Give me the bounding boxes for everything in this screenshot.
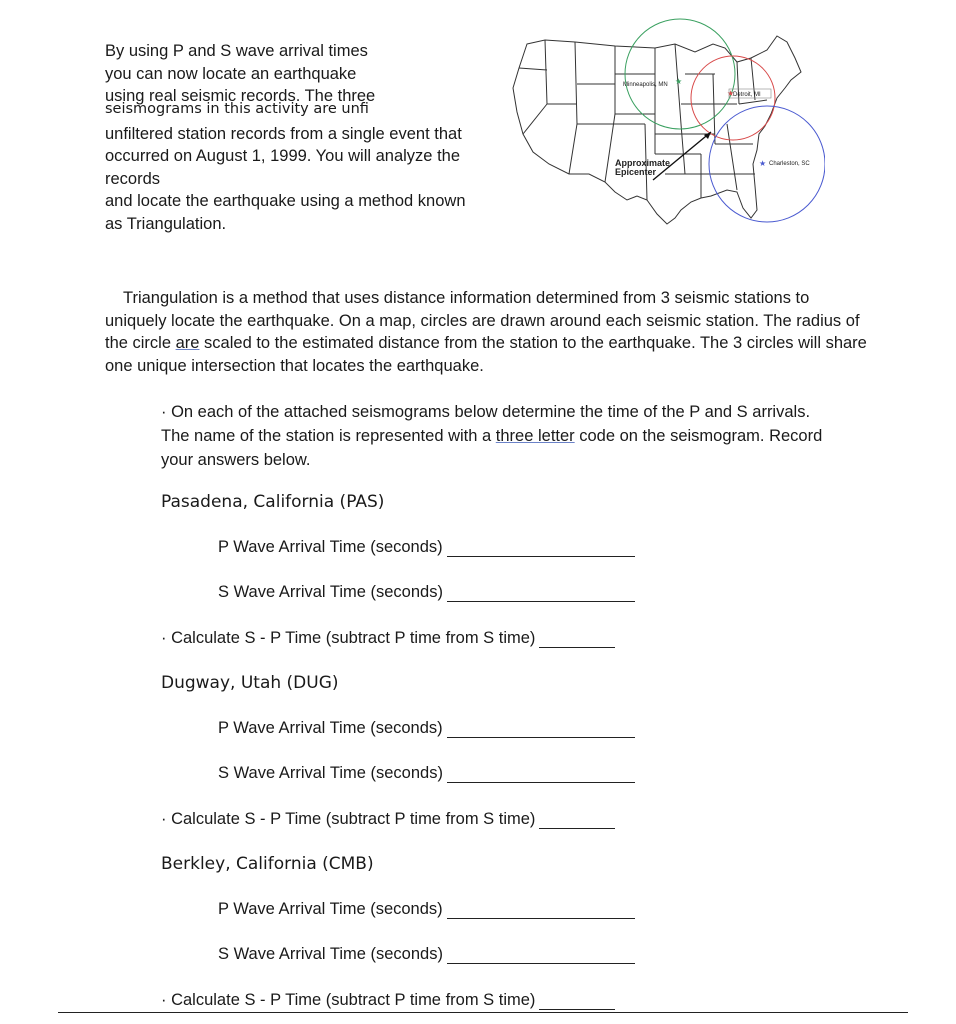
triangulation-text-end: scaled to the estimated distance from the station to the earthquake. The 3 circles will share one unique intersection that locates the earthquake. — [105, 334, 867, 375]
minneapolis-marker: ★ — [675, 77, 683, 86]
intro-line: as Triangulation. — [105, 214, 227, 233]
charleston-marker: ★ — [759, 159, 767, 168]
triangulation-underlined: are — [175, 334, 200, 352]
intro-line: records — [105, 169, 161, 188]
s-wave-field[interactable] — [218, 764, 635, 783]
charleston-label: Charleston, SC — [769, 161, 810, 167]
intro-line: you can now locate an earthquake — [105, 64, 357, 83]
s-wave-label: S Wave Arrival Time (seconds) — [218, 764, 443, 782]
station-heading: Pasadena, California (PAS) — [161, 492, 385, 512]
p-wave-field[interactable] — [218, 719, 635, 738]
p-wave-field[interactable] — [218, 538, 635, 557]
station-heading: Berkley, California (CMB) — [161, 854, 374, 874]
epicenter-label-2: Epicenter — [615, 167, 657, 177]
s-wave-label: S Wave Arrival Time (seconds) — [218, 583, 443, 601]
intro-line: occurred on August 1, 1999. You will analyze the — [105, 147, 460, 165]
sp-time-field[interactable] — [161, 810, 615, 829]
sp-time-label: · Calculate S - P Time (subtract P time from S time) — [161, 810, 536, 828]
answer-blank[interactable] — [539, 992, 615, 1010]
epicenter-arrow-head — [704, 132, 711, 139]
intro-clipped-line: seismograms in this activity are unfi — [105, 100, 369, 117]
instructions-underlined: three letter — [495, 427, 575, 445]
triangulation-text: Triangulation is a method that uses distance information determined from 3 seismic stations to uniquely locate the earthquake. On a map, circles are drawn around each seismic station. The radius of the circle — [105, 289, 860, 352]
sp-time-label: · Calculate S - P Time (subtract P time from S time) — [161, 991, 536, 1009]
intro-line: By using P and S wave arrival times — [105, 42, 368, 60]
sp-time-field[interactable] — [161, 991, 615, 1010]
detroit-label: Detroit, MI — [733, 92, 761, 98]
station-heading: Dugway, Utah (DUG) — [161, 673, 339, 693]
p-wave-label: P Wave Arrival Time (seconds) — [218, 719, 443, 737]
intro-line: and locate the earthquake using a method known — [105, 192, 466, 210]
instructions — [161, 400, 841, 472]
intro-line: unfiltered station records from a single event that — [105, 124, 462, 143]
answer-blank[interactable] — [447, 765, 635, 783]
answer-blank[interactable] — [447, 584, 635, 602]
s-wave-label: S Wave Arrival Time (seconds) — [218, 945, 443, 963]
answer-blank[interactable] — [447, 539, 635, 557]
sp-time-label: · Calculate S - P Time (subtract P time from S time) — [161, 629, 536, 647]
intro-paragraph — [105, 40, 505, 235]
s-wave-field[interactable] — [218, 945, 635, 964]
answer-blank[interactable] — [539, 811, 615, 829]
instructions-text: · On each of the attached seismograms below determine the time of the P and S arrivals. The name of the station is represented with a — [161, 403, 811, 445]
triangulation-map — [505, 14, 825, 229]
p-wave-label: P Wave Arrival Time (seconds) — [218, 538, 443, 556]
answer-blank[interactable] — [447, 901, 635, 919]
minneapolis-label: Minneapolis, MN — [623, 82, 668, 88]
triangulation-paragraph — [105, 287, 875, 377]
answer-blank[interactable] — [447, 946, 635, 964]
epicenter-label-1: Approximate — [615, 158, 671, 168]
page-divider — [58, 1012, 908, 1013]
instructions-text-end: code on the seismogram. Record your answers below. — [161, 427, 823, 469]
s-wave-field[interactable] — [218, 583, 635, 602]
sp-time-field[interactable] — [161, 629, 615, 648]
detroit-marker: ★ — [727, 89, 735, 98]
p-wave-field[interactable] — [218, 900, 635, 919]
answer-blank[interactable] — [447, 720, 635, 738]
intro-line: using real seismic records. The three — [105, 87, 376, 105]
answer-blank[interactable] — [539, 630, 615, 648]
p-wave-label: P Wave Arrival Time (seconds) — [218, 900, 443, 918]
